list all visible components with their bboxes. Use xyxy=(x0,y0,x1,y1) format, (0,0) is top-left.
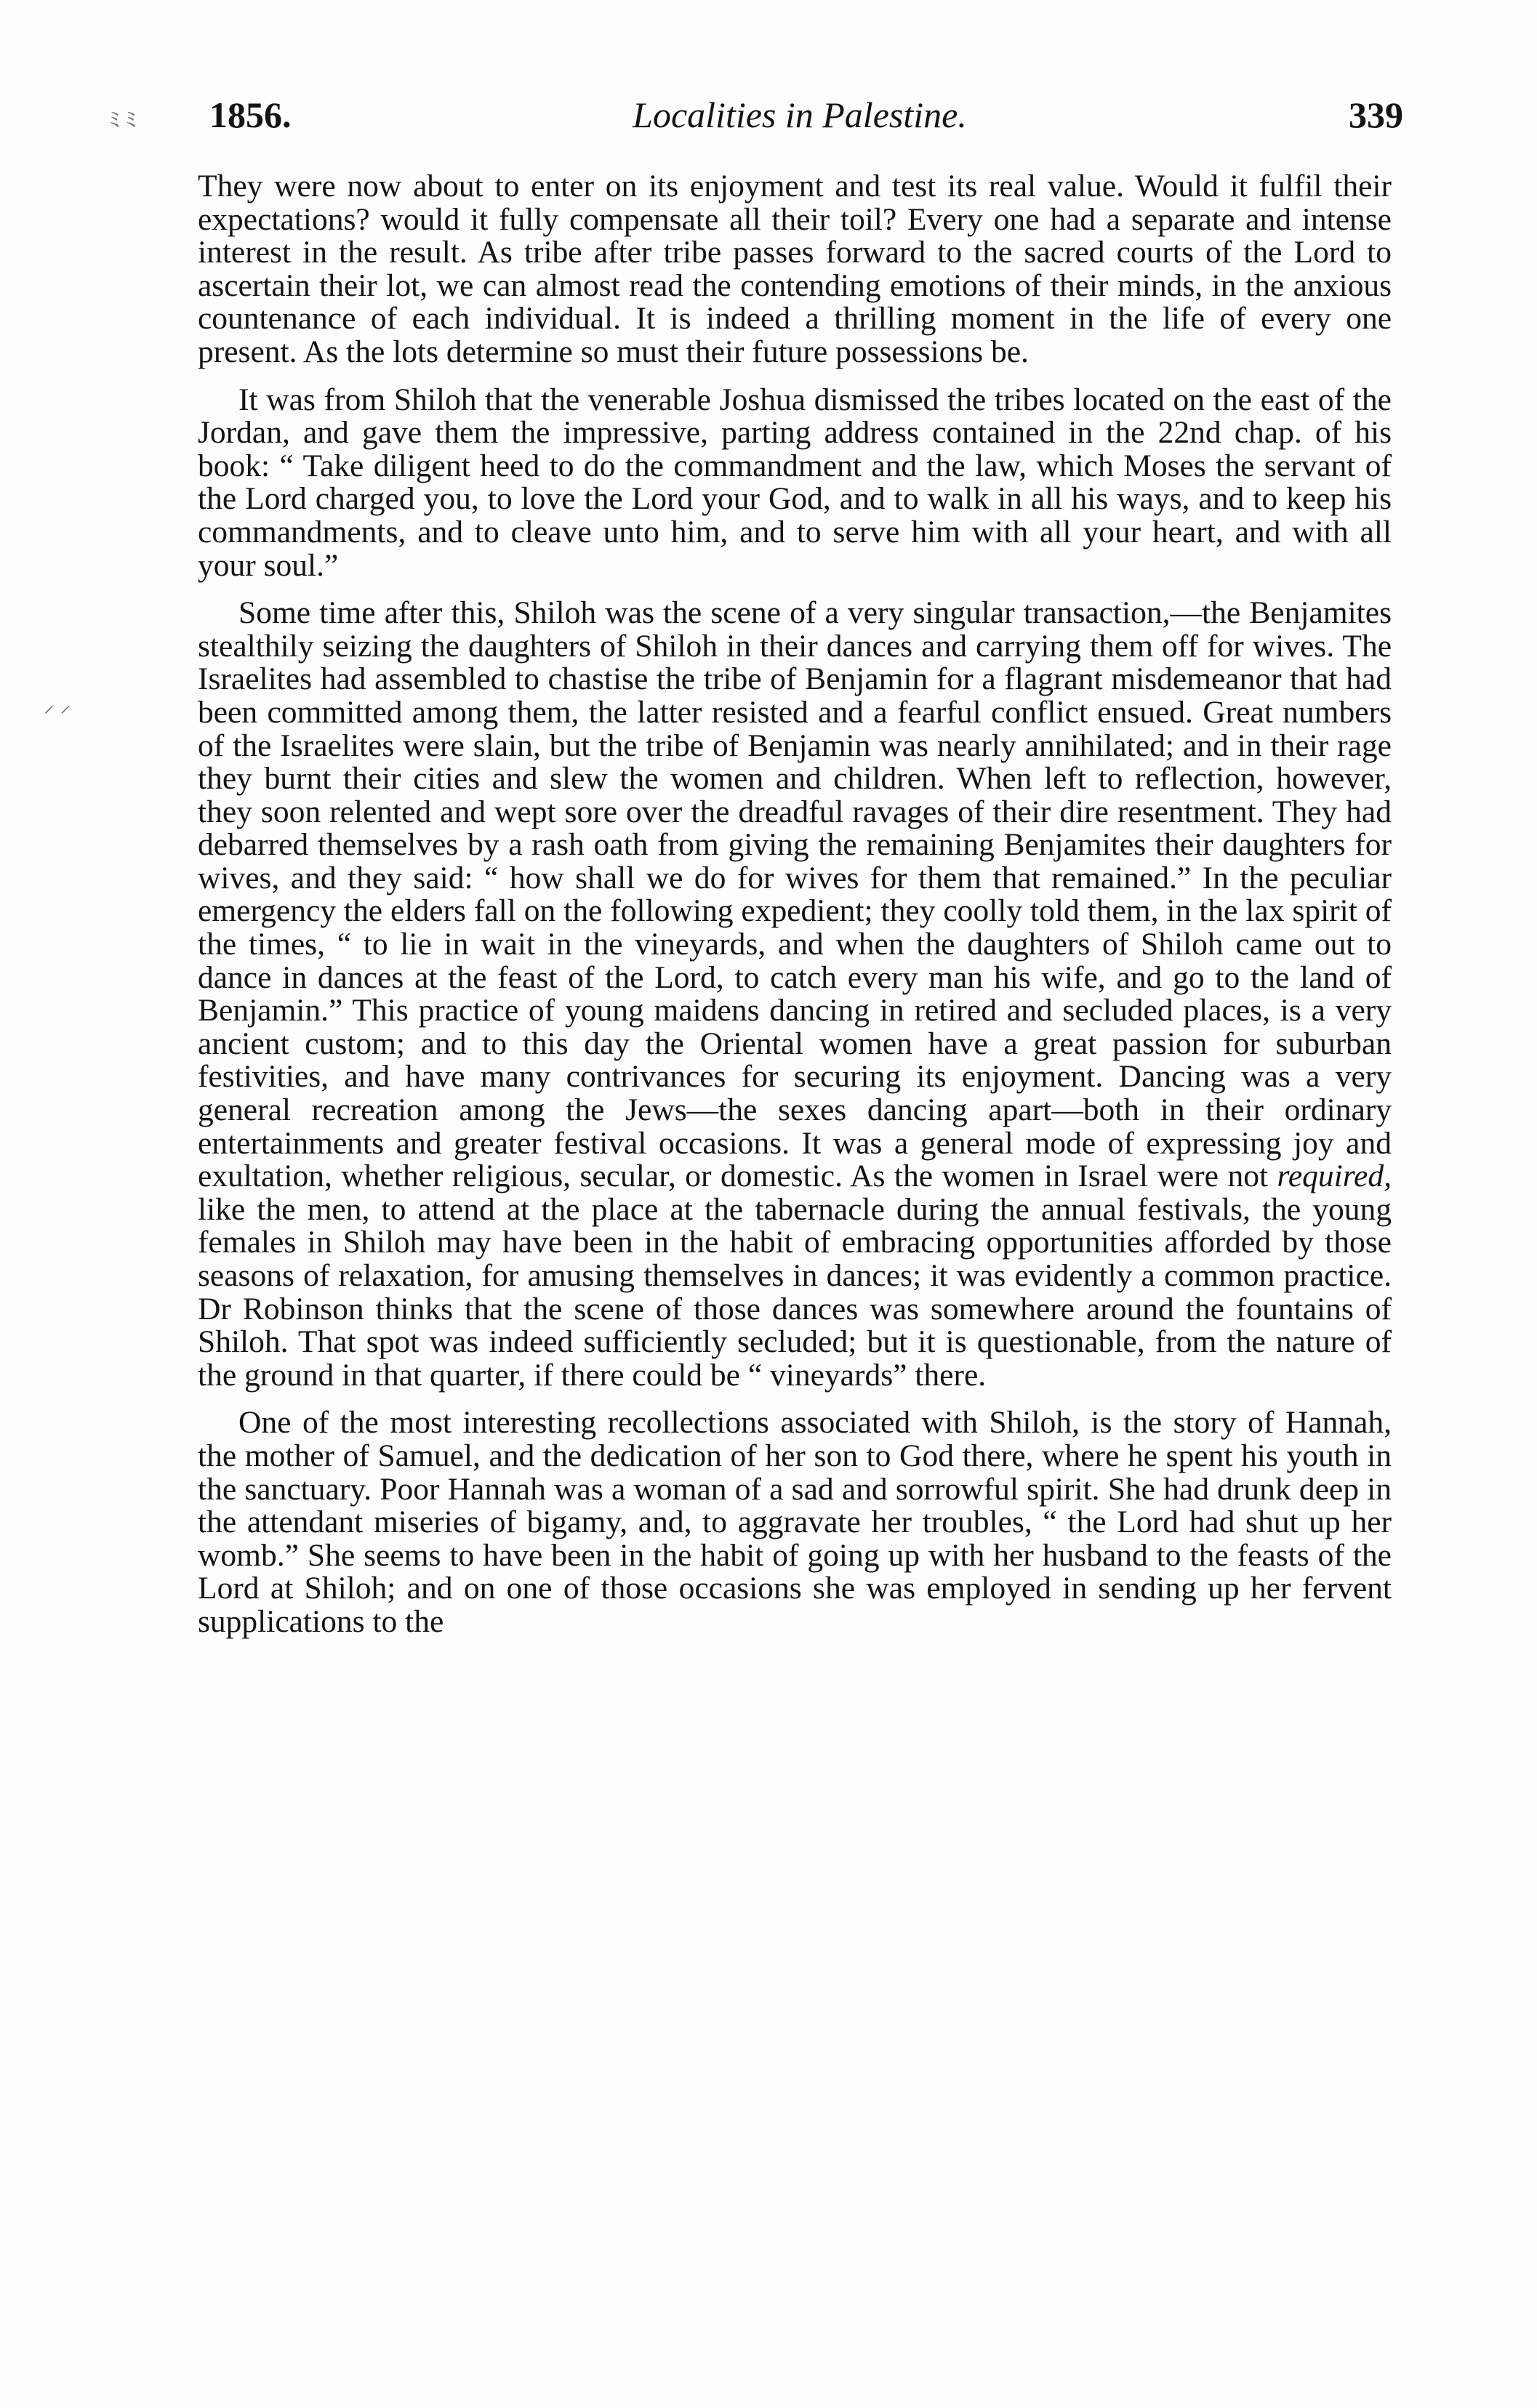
paragraph-text: Some time after this, Shiloh was the scene of a very singular transaction,—the Benjamites stealthily seizing the daughters of Shiloh in their dances and carrying them off for wives. The Israelites had assembled to chastise the tribe of Benjamin for a flagrant misdemeanor that had been committed among them, the latter resisted and a fearful conflict ensued. Great numbers of the Israelites were slain, but the tribe of Benjamin was nearly annihilated; and in their rage they burnt their cities and slew the women and children. When left to reflection, however, they soon relented and wept sore over the dreadful ravages of their dire resentment. They had debarred themselves by a rash oath from giving the remaining Benjamites their daughters for wives, and they said: “ how shall we do for wives for them that remained.” In the peculiar emergency the elders fall on the following expedient; they coolly told them, in the lax spirit of the times, “ to lie in wait in the vineyards, and when the daughters of Shiloh came out to dance in dances at the feast of the Lord, to catch every man his wife, and go to the land of Benjamin.” This practice of young maidens dancing in retired and secluded places, is a very ancient custom; and to this day the Oriental women have a great passion for suburban festivities, and have many contrivances for securing its enjoyment. Dancing was a very general recreation among the Jews—the sexes dancing apart—both in their ordinary entertainments and greater festival occasions. It was a general mode of expressing joy and exultation, whether religious, secular, or domestic. As the women in Israel were not xyxy=(198,595,1392,1194)
paragraph xyxy=(198,597,1392,1392)
paragraph-text: It was from Shiloh that the venerable Joshua dismissed the tribes located on the east of the Jordan, and gave them the impressive, parting address contained in the 22nd chap. of his book: “ Take diligent heed to do the commandment and the law, which Moses the servant of the Lord charged you, to love the Lord your God, and to walk in all his ways, and to keep his commandments, and to cleave unto him, and to serve him with all your heart, and with all your soul.” xyxy=(198,382,1392,583)
header-year: 1856. xyxy=(209,94,292,135)
margin-ink-mark: ⸍ ⸍ xyxy=(44,702,71,726)
paragraph-text-continued: like the men, to attend at the place at the tabernacle during the annual festivals, the young females in Shiloh may have been in the habit of embracing opportunities afforded by those seasons of relaxation, for amusing themselves in dances; it was evidently a common practice. Dr Robinson thinks that the scene of those dances was somewhere around the fountains of Shiloh. That spot was indeed sufficiently secluded; but it is questionable, from the nature of the ground in that quarter, if there could be “ vineyards” there. xyxy=(198,1191,1392,1393)
paragraph xyxy=(198,1406,1392,1638)
paragraph-continued xyxy=(198,170,1392,369)
paragraph-text: They were now about to enter on its enjoyment and test its real value. Would it fulfil their expectations? would it fully compensate all their toil? Every one had a separate and intense interest in the result. As tribe after tribe passes forward to the sacred courts of the Lord to ascertain their lot, we can almost read the contending emotions of their minds, in the anxious countenance of each individual. It is indeed a thrilling moment in the life of every one present. As the lots determine so must their future possessions be. xyxy=(198,169,1392,369)
margin-ink-mark: ﾐ ﾐ xyxy=(109,108,137,132)
paragraph xyxy=(198,384,1392,583)
running-header xyxy=(196,86,1403,144)
paragraph-text: One of the most interesting recollections associated with Shiloh, is the story of Hannah, the mother of Samuel, and the dedication of her son to God there, where he spent his youth in the sanctuary. Poor Hannah was a woman of a sad and sorrowful spirit. She had drunk deep in the attendant miseries of bigamy, and, to aggravate her troubles, “ the Lord had shut up her womb.” She seems to have been in the habit of going up with her husband to the feasts of the Lord at Shiloh; and on one of those occasions she was employed in sending up her fervent supplications to the xyxy=(198,1405,1392,1639)
page-number: 339 xyxy=(1349,94,1403,135)
body-text xyxy=(198,170,1392,1639)
running-title: Localities in Palestine. xyxy=(633,94,967,135)
emphasized-word: required, xyxy=(1277,1159,1392,1194)
